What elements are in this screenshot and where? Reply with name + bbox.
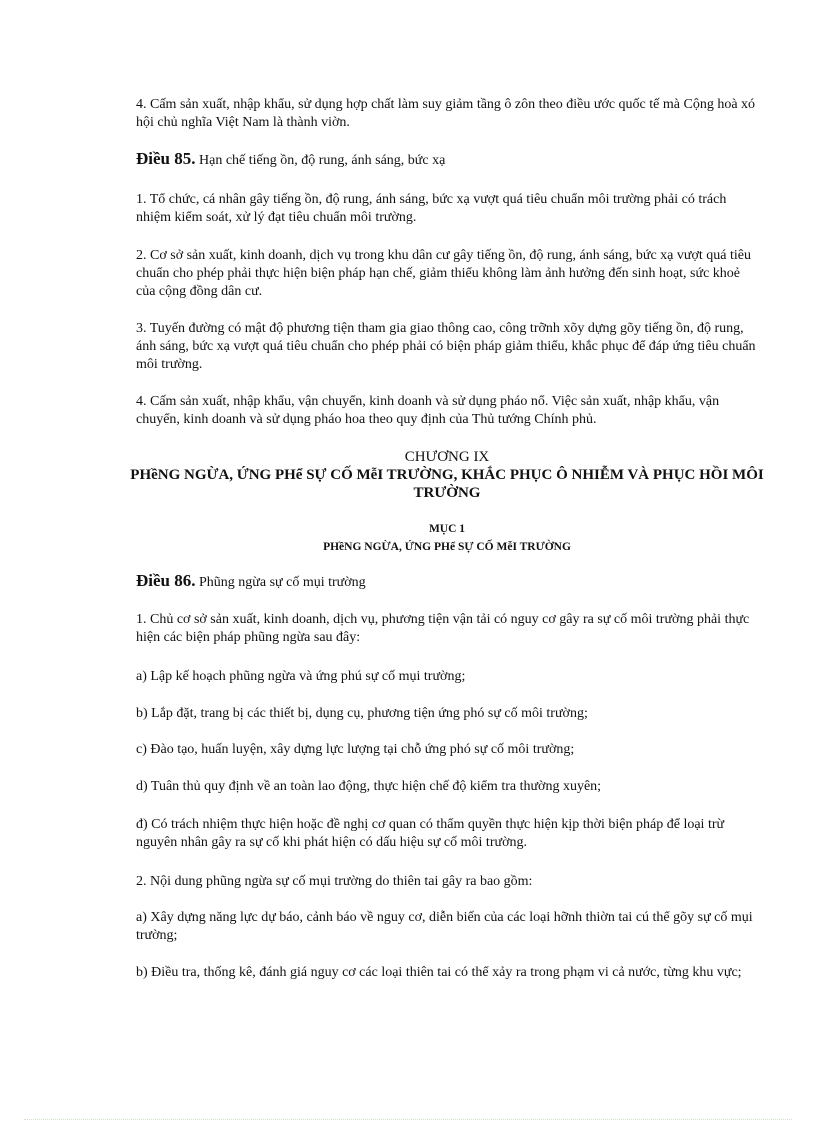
chapter-title: PHềNG NGỪA, ỨNG PHể SỰ CỐ MễI TRƯỜNG, KHẮC PHỤC Ô NHIỄM VÀ PHỤC HỒI MÔI TRƯỜNG [130,467,764,501]
article-title: Hạn chế tiếng ồn, độ rung, ánh sáng, bức xạ [195,153,446,168]
section-number: MỤC 1 [428,523,466,535]
article-label: Điều 85. [136,149,196,168]
paragraph: d) Tuân thủ quy định về an toàn lao động, thực hiện chế độ kiểm tra thường xuyên; [136,779,602,794]
article-86-heading [136,572,758,592]
paragraph: đ) Có trách nhiệm thực hiện hoặc đề nghị cơ quan có thẩm quyền thực hiện kịp thời biện pháp để loại trừ nguyên nhân gây ra sự cố khi phát hiện có dấu hiệu sự cố môi trường. [136,817,725,850]
paragraph: 4. Cấm sản xuất, nhập khẩu, vận chuyển, kinh doanh và sử dụng pháo nổ. Việc sản xuất, nhập khẩu, vận chuyển, kinh doanh và sử dụng pháo hoa theo quy định của Thủ tướng Chính phủ. [136,394,720,427]
paragraph: b) Lắp đặt, trang bị các thiết bị, dụng cụ, phương tiện ứng phó sự cố môi trường; [136,706,588,721]
paragraph: 4. Cấm sản xuất, nhập khẩu, sử dụng hợp chất làm suy giảm tầng ô zôn theo điều ước quốc tế mà Cộng hoà xó hội chủ nghĩa Việt Nam là thành viờn. [136,97,756,130]
paragraph: c) Đào tạo, huấn luyện, xây dựng lực lượng tại chỗ ứng phó sự cố môi trường; [136,742,575,757]
paragraph: 1. Tổ chức, cá nhân gây tiếng ồn, độ rung, ánh sáng, bức xạ vượt quá tiêu chuẩn môi trường phải có trách nhiệm kiểm soát, xử lý đạt tiêu chuẩn môi trường. [136,192,727,225]
paragraph: a) Xây dựng năng lực dự báo, cảnh báo về nguy cơ, diễn biến của các loại hỡnh thiờn tai cú thể gõy sự cố mụi trường; [136,910,753,943]
article-title: Phũng ngừa sự cố mụi trường [195,575,366,590]
article-label: Điều 86. [136,571,196,590]
paragraph: 2. Nội dung phũng ngừa sự cố mụi trường do thiên tai gây ra bao gồm: [136,874,533,889]
paragraph: 1. Chủ cơ sở sản xuất, kinh doanh, dịch vụ, phương tiện vận tải có nguy cơ gây ra sự cố môi trường phải thực hiện các biện pháp phũng ngừa sau đây: [136,612,750,645]
paragraph: 2. Cơ sở sản xuất, kinh doanh, dịch vụ trong khu dân cư gây tiếng ồn, độ rung, ánh sáng, bức xạ vượt quá tiêu chuẩn cho phép phải thực hiện biện pháp hạn chế, giảm thiểu không làm ảnh hưởng đến sinh hoạt, sức khoẻ của cộng đồng dân cư. [136,248,751,299]
section-title: PHềNG NGỪA, ỨNG PHể SỰ CỐ MễI TRƯỜNG [323,541,571,553]
paragraph: b) Điều tra, thống kê, đánh giá nguy cơ các loại thiên tai có thể xảy ra trong phạm vi cả nước, từng khu vực; [136,965,742,980]
paragraph: 3. Tuyến đường có mật độ phương tiện tham gia giao thông cao, công trỡnh xõy dựng gõy tiếng ồn, độ rung, ánh sáng, bức xạ vượt quá tiêu chuẩn cho phép phải có biện pháp giảm thiểu, khắc phục để đáp ứng tiêu chuẩn môi trường. [136,321,756,372]
article-85-heading [136,150,758,170]
chapter-number: CHƯƠNG IX [404,449,490,465]
page-bottom-divider [24,1119,792,1120]
paragraph: a) Lập kế hoạch phũng ngừa và ứng phú sự cố mụi trường; [136,669,466,684]
